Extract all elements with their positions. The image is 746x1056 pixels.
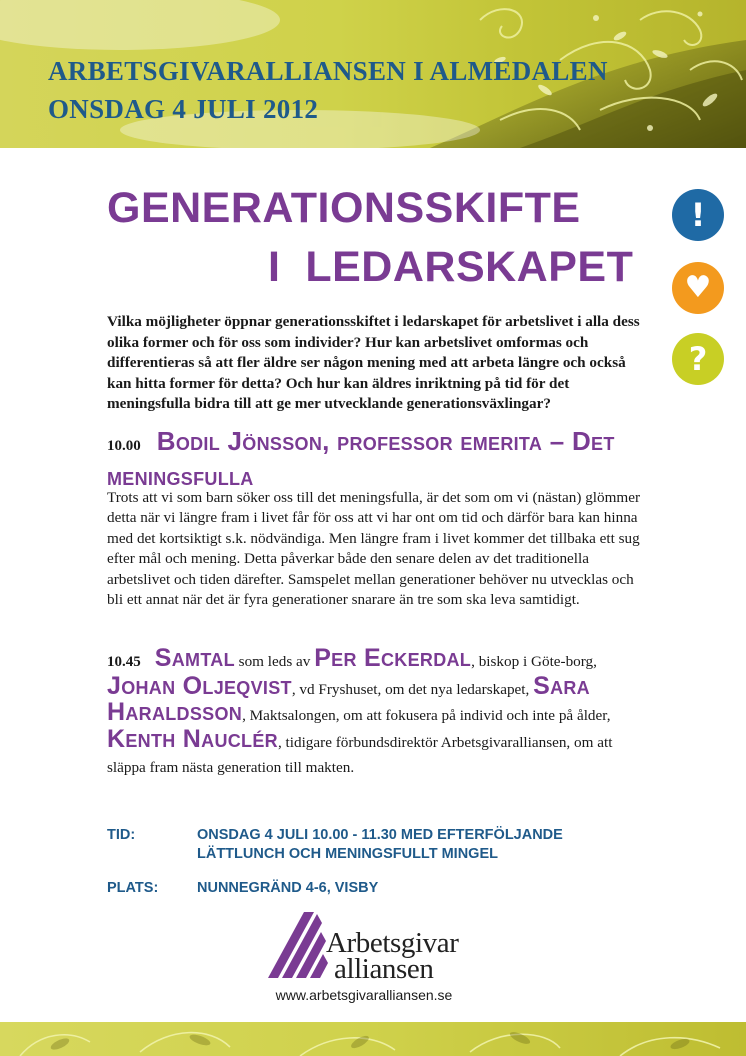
session-2-label: Samtal [154,644,235,672]
header-banner [0,0,746,148]
footer-banner [0,1022,746,1056]
logo-text-line-2: alliansen [334,953,434,985]
heart-icon: ♥ [672,262,724,314]
session-2-body [107,644,643,781]
speaker-name: Kenth Nauclér [107,724,278,753]
time-value-line: LÄTTLUNCH OCH MENINGSFULLT MINGEL [197,845,498,862]
place-label: PLATS: [107,880,159,896]
time-label: TID: [107,827,136,843]
exclamation-icon: ! [672,189,724,241]
floral-ornament [0,1022,746,1056]
website-link[interactable]: www.arbetsgivaralliansen.se [275,987,453,1003]
speaker-name: Sara Haraldsson [107,671,590,727]
place-value: NUNNEGRÄND 4-6, VISBY [197,880,379,896]
speaker-name: Per Eckerdal [314,644,472,672]
intro-paragraph: Vilka möjligheter öppnar generationsskiftet i ledarskapet för arbetslivet i alla dess olika former och för oss som individer? Hur kan arbetslivet omformas och differentieras så att fler äldre ser någon mening med att arbeta längre och också kan hitta former för detta? Och hur kan äldres inriktning på tid för det meningsfulla bidra till att ge mer utvecklande generationsväxlingar? [107,313,640,413]
session-2-text: , vd Fryshuset, om det nya ledarskapet, [291,680,534,698]
speaker-name: Johan Oljeqvist [107,671,292,700]
session-2-text: , Maktsalongen, om att fokusera på individ och inte på ålder, [242,707,611,725]
question-icon: ? [672,333,724,385]
session-1-time: 10.00 [107,438,141,454]
time-value-line: ONSDAG 4 JULI 10.00 - 11.30 MED EFTERFÖLJANDE [197,827,563,843]
session-2-text: som leds av [234,653,315,670]
headline-line-1: GENERATIONSSKIFTE [107,184,581,232]
time-value [197,826,563,863]
session-2-text: , biskop i Göte-borg, [471,653,597,670]
logo-text-line-1: Arbetsgivar [326,927,459,959]
header-date: ONSDAG 4 JULI 2012 [48,94,319,124]
session-1-title: Bodil Jönsson, professor emerita – Det meningsfulla [107,426,615,491]
session-2-text: , tidigare förbundsdirektör Arbetsgivaralliansen, om att släppa fram nästa generation till makten. [107,733,613,777]
session-1-body: Trots att vi som barn söker oss till det meningsfulla, är det som om vi (nästan) glömmer detta när vi längre fram i livet får för oss att vi har ont om tid och därför bara kan hinna med det kortsiktigt s.k. nödvändiga. Men längre fram i livet kommer det tillbaka ett sug efter mål och mening. Detta påverkar både den senare delen av det traditionella arbetslivet och tiden därefter. Samspelet mellan generationer behöver nu utvecklas och bli ett annat när det är fyra generationer snarare än tre som ska leva samtidigt. [107,489,641,609]
header-title: ARBETSGIVARALLIANSEN I ALMEDALEN [48,56,608,86]
headline-line-2: I LEDARSKAPET [268,243,634,291]
session-2-time: 10.45 [107,654,141,670]
session-1-heading [107,426,647,496]
